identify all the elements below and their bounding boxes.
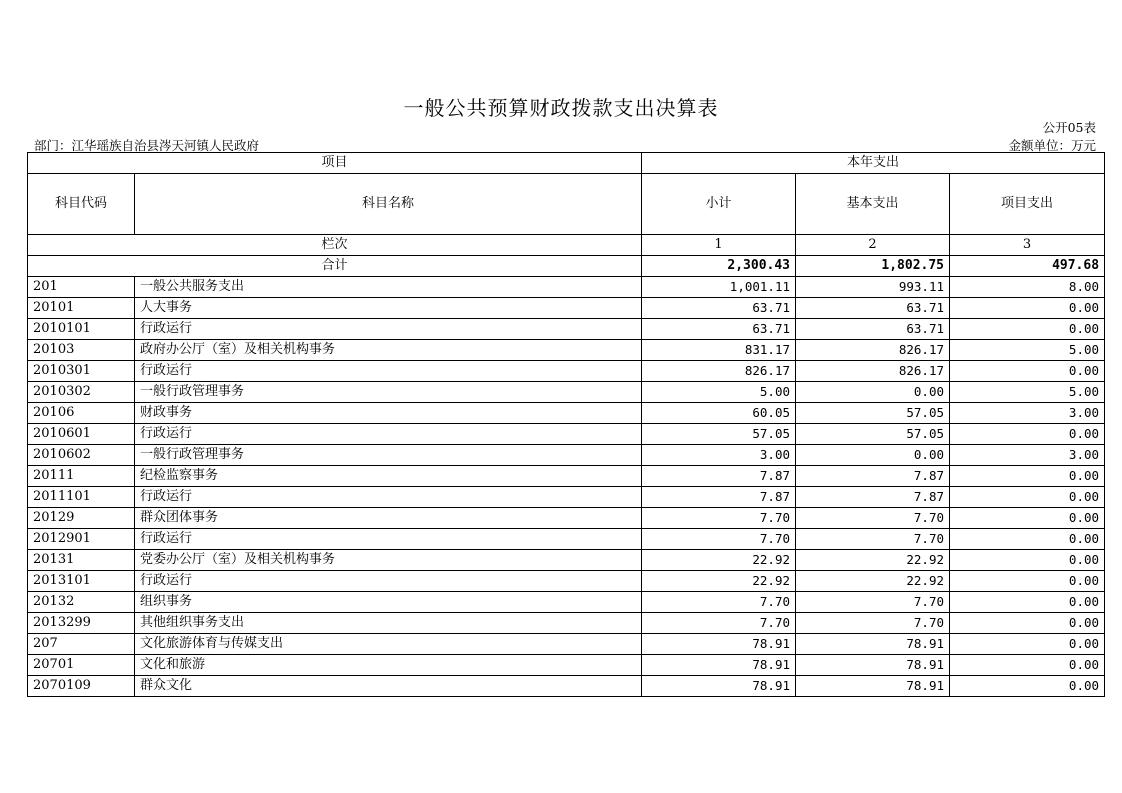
total-project: 497.68 xyxy=(950,256,1105,277)
row-project: 0.00 xyxy=(950,676,1105,697)
header-col1: 1 xyxy=(642,235,796,256)
total-subtotal: 2,300.43 xyxy=(642,256,796,277)
row-code: 2010302 xyxy=(28,382,135,403)
row-code: 20131 xyxy=(28,550,135,571)
row-code: 20106 xyxy=(28,403,135,424)
table-row xyxy=(28,298,1105,319)
row-name: 党委办公厅（室）及相关机构事务 xyxy=(135,550,642,571)
row-name: 群众团体事务 xyxy=(135,508,642,529)
row-subtotal: 7.70 xyxy=(642,529,796,550)
row-name: 群众文化 xyxy=(135,676,642,697)
row-subtotal: 78.91 xyxy=(642,655,796,676)
row-basic: 78.91 xyxy=(796,676,950,697)
row-code: 2010601 xyxy=(28,424,135,445)
row-basic: 78.91 xyxy=(796,634,950,655)
department-label: 部门：江华瑶族自治县涔天河镇人民政府 xyxy=(34,138,260,153)
row-basic: 826.17 xyxy=(796,340,950,361)
row-code: 207 xyxy=(28,634,135,655)
table-row xyxy=(28,487,1105,508)
row-basic: 7.87 xyxy=(796,466,950,487)
row-name: 其他组织事务支出 xyxy=(135,613,642,634)
header-col3: 3 xyxy=(950,235,1105,256)
row-subtotal: 22.92 xyxy=(642,571,796,592)
row-code: 2013299 xyxy=(28,613,135,634)
row-subtotal: 1,001.11 xyxy=(642,277,796,298)
row-subtotal: 826.17 xyxy=(642,361,796,382)
row-subtotal: 7.87 xyxy=(642,466,796,487)
row-name: 纪检监察事务 xyxy=(135,466,642,487)
row-project: 0.00 xyxy=(950,634,1105,655)
header-item: 项目 xyxy=(28,153,642,174)
row-basic: 78.91 xyxy=(796,655,950,676)
table-body xyxy=(28,277,1105,697)
row-name: 文化和旅游 xyxy=(135,655,642,676)
row-name: 行政运行 xyxy=(135,529,642,550)
row-code: 20101 xyxy=(28,298,135,319)
table-row xyxy=(28,340,1105,361)
row-project: 0.00 xyxy=(950,550,1105,571)
table-row xyxy=(28,382,1105,403)
row-subtotal: 63.71 xyxy=(642,319,796,340)
row-code: 20111 xyxy=(28,466,135,487)
table-row xyxy=(28,634,1105,655)
row-basic: 0.00 xyxy=(796,445,950,466)
row-name: 政府办公厅（室）及相关机构事务 xyxy=(135,340,642,361)
table-row xyxy=(28,466,1105,487)
total-label: 合计 xyxy=(28,256,642,277)
header-project: 项目支出 xyxy=(950,174,1105,235)
header-subtotal: 小计 xyxy=(642,174,796,235)
row-name: 一般行政管理事务 xyxy=(135,445,642,466)
table-row xyxy=(28,403,1105,424)
row-project: 0.00 xyxy=(950,613,1105,634)
row-name: 人大事务 xyxy=(135,298,642,319)
row-basic: 7.70 xyxy=(796,613,950,634)
row-subtotal: 78.91 xyxy=(642,634,796,655)
row-subtotal: 78.91 xyxy=(642,676,796,697)
form-number: 公开05表 xyxy=(1042,120,1096,135)
row-project: 5.00 xyxy=(950,382,1105,403)
row-basic: 57.05 xyxy=(796,424,950,445)
row-name: 一般行政管理事务 xyxy=(135,382,642,403)
row-subtotal: 22.92 xyxy=(642,550,796,571)
row-project: 8.00 xyxy=(950,277,1105,298)
row-code: 20103 xyxy=(28,340,135,361)
table-row xyxy=(28,529,1105,550)
row-code: 2011101 xyxy=(28,487,135,508)
row-project: 0.00 xyxy=(950,655,1105,676)
row-name: 一般公共服务支出 xyxy=(135,277,642,298)
row-basic: 7.87 xyxy=(796,487,950,508)
table-row xyxy=(28,508,1105,529)
row-code: 20129 xyxy=(28,508,135,529)
row-basic: 7.70 xyxy=(796,592,950,613)
table-row xyxy=(28,571,1105,592)
row-code: 2013101 xyxy=(28,571,135,592)
header-name: 科目名称 xyxy=(135,174,642,235)
row-name: 行政运行 xyxy=(135,361,642,382)
row-basic: 826.17 xyxy=(796,361,950,382)
row-subtotal: 57.05 xyxy=(642,424,796,445)
row-basic: 57.05 xyxy=(796,403,950,424)
row-name: 行政运行 xyxy=(135,424,642,445)
row-subtotal: 7.70 xyxy=(642,592,796,613)
table-row xyxy=(28,550,1105,571)
row-project: 5.00 xyxy=(950,340,1105,361)
table-row xyxy=(28,445,1105,466)
row-project: 0.00 xyxy=(950,508,1105,529)
row-basic: 22.92 xyxy=(796,571,950,592)
row-subtotal: 7.70 xyxy=(642,613,796,634)
page-title: 一般公共预算财政拨款支出决算表 xyxy=(403,96,719,120)
row-code: 201 xyxy=(28,277,135,298)
row-project: 3.00 xyxy=(950,445,1105,466)
row-subtotal: 831.17 xyxy=(642,340,796,361)
table-row xyxy=(28,277,1105,298)
row-code: 2070109 xyxy=(28,676,135,697)
row-code: 20132 xyxy=(28,592,135,613)
row-project: 0.00 xyxy=(950,592,1105,613)
table-row xyxy=(28,676,1105,697)
row-project: 0.00 xyxy=(950,487,1105,508)
row-basic: 63.71 xyxy=(796,298,950,319)
header-column-label: 栏次 xyxy=(28,235,642,256)
header-col2: 2 xyxy=(796,235,950,256)
row-subtotal: 63.71 xyxy=(642,298,796,319)
row-basic: 0.00 xyxy=(796,382,950,403)
expenditure-table xyxy=(27,152,1105,697)
row-code: 2010602 xyxy=(28,445,135,466)
row-subtotal: 7.87 xyxy=(642,487,796,508)
row-name: 行政运行 xyxy=(135,571,642,592)
table-row xyxy=(28,592,1105,613)
row-name: 行政运行 xyxy=(135,319,642,340)
row-subtotal: 60.05 xyxy=(642,403,796,424)
row-subtotal: 5.00 xyxy=(642,382,796,403)
table-row xyxy=(28,424,1105,445)
total-row xyxy=(28,256,1105,277)
row-project: 0.00 xyxy=(950,361,1105,382)
row-code: 2010101 xyxy=(28,319,135,340)
table-row xyxy=(28,319,1105,340)
header-basic: 基本支出 xyxy=(796,174,950,235)
header-current-year: 本年支出 xyxy=(642,153,1105,174)
table-row xyxy=(28,655,1105,676)
row-project: 0.00 xyxy=(950,298,1105,319)
row-basic: 22.92 xyxy=(796,550,950,571)
row-project: 0.00 xyxy=(950,424,1105,445)
row-name: 财政事务 xyxy=(135,403,642,424)
row-basic: 993.11 xyxy=(796,277,950,298)
row-project: 3.00 xyxy=(950,403,1105,424)
header-code: 科目代码 xyxy=(28,174,135,235)
table-row xyxy=(28,361,1105,382)
row-code: 20701 xyxy=(28,655,135,676)
row-project: 0.00 xyxy=(950,529,1105,550)
row-code: 2010301 xyxy=(28,361,135,382)
row-subtotal: 3.00 xyxy=(642,445,796,466)
row-project: 0.00 xyxy=(950,466,1105,487)
row-name: 组织事务 xyxy=(135,592,642,613)
table-row xyxy=(28,613,1105,634)
row-basic: 63.71 xyxy=(796,319,950,340)
row-basic: 7.70 xyxy=(796,529,950,550)
row-subtotal: 7.70 xyxy=(642,508,796,529)
row-project: 0.00 xyxy=(950,319,1105,340)
row-project: 0.00 xyxy=(950,571,1105,592)
row-basic: 7.70 xyxy=(796,508,950,529)
total-basic: 1,802.75 xyxy=(796,256,950,277)
row-name: 文化旅游体育与传媒支出 xyxy=(135,634,642,655)
row-code: 2012901 xyxy=(28,529,135,550)
row-name: 行政运行 xyxy=(135,487,642,508)
unit-label: 金额单位：万元 xyxy=(1008,138,1096,153)
